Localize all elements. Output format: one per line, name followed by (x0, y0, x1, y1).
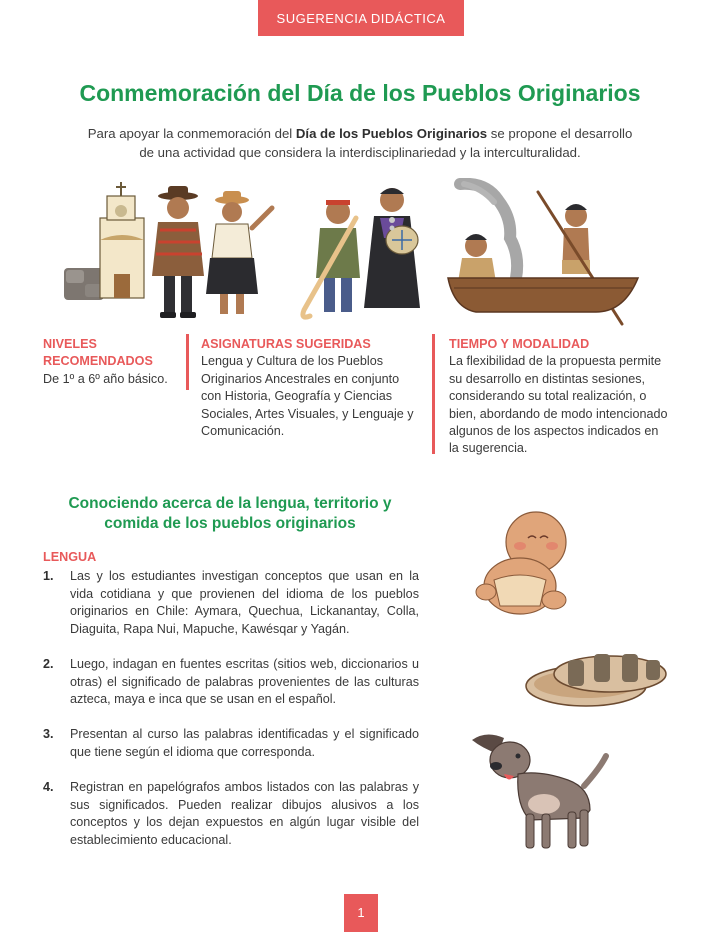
boy-with-trutruka (303, 200, 360, 317)
illustration-church-andean-couple (60, 178, 280, 328)
asignaturas-text: Lengua y Cultura de los Pueblos Originarios Ancestrales en conjunto con Historia, Geografía y Ciencias Sociales, Artes Visuales, y Lenguaje y Comunicación. (201, 354, 414, 439)
asignaturas-column (201, 336, 419, 440)
sandals-illustration (524, 638, 670, 712)
list-item-1 (43, 568, 419, 638)
intro-text-before: Para apoyar la conmemoración del (87, 126, 296, 141)
tiempo-heading: TIEMPO Y MODALIDAD (449, 337, 590, 351)
tiempo-text: La flexibilidad de la propuesta permite su desarrollo en distintas sesiones, considerando su total realización, o bien, abordando de modo intencionado algunos de los aspectos indicados en la sugerencia. (449, 354, 668, 456)
niveles-heading-line2: RECOMENDADOS (43, 354, 153, 369)
list-item-text: Luego, indagan en fuentes escritas (sitios web, diccionarios u otras) el significado de palabras provenientes de las culturas azteca, maya e inca que se usan en el español. (70, 657, 419, 707)
section-title-line1: Conociendo acerca de la lengua, territorio y (68, 495, 392, 512)
list-item-text: Presentan al curso las palabras identificadas y el significado que tiene según el idioma que corresponda. (70, 727, 419, 759)
page-number: 1 (344, 894, 378, 932)
canoe-icon (448, 278, 638, 312)
list-item-number: 4. (43, 780, 54, 794)
column-divider-2 (432, 334, 435, 454)
list-item-4 (43, 779, 419, 849)
illustration-canoe-scene (446, 178, 646, 328)
man-figure (152, 186, 204, 318)
woman-with-kultrun (364, 188, 420, 308)
baby-illustration (474, 508, 580, 620)
niveles-column (43, 336, 178, 388)
stone-wall (64, 268, 104, 300)
list-item-3 (43, 726, 419, 761)
list-item-number: 1. (43, 569, 54, 583)
column-divider-1 (186, 334, 189, 390)
section-tag: SUGERENCIA DIDÁCTICA (258, 0, 464, 36)
niveles-heading-line1: NIVELES (43, 337, 97, 351)
lengua-subheading: LENGUA (43, 550, 97, 564)
asignaturas-heading: ASIGNATURAS SUGERIDAS (201, 337, 371, 351)
niveles-text: De 1º a 6º año básico. (43, 371, 168, 386)
list-item-2 (43, 656, 419, 709)
page-title: Conmemoración del Día de los Pueblos Originarios (79, 80, 641, 106)
intro-bold-text: Día de los Pueblos Originarios (295, 126, 488, 141)
seated-child (458, 234, 496, 282)
illustration-mapuche-couple (296, 178, 436, 328)
list-item-number: 2. (43, 657, 54, 671)
woman-figure (206, 191, 272, 314)
intro-text-after: se propone el desarrollo de una actividad que considera la interdisciplinariedad y la interculturalidad. (139, 126, 633, 160)
intro-paragraph (80, 124, 640, 162)
church-icon (100, 182, 144, 298)
section-title (40, 494, 420, 534)
dog-illustration (464, 726, 614, 854)
section-title-line2: comida de los pueblos originarios (104, 515, 356, 532)
list-item-number: 3. (43, 727, 54, 741)
tiempo-column (449, 336, 669, 458)
list-item-text: Las y los estudiantes investigan conceptos que usan en la vida cotidiana y que provienen del idioma de los pueblos originarios en Chile: Aymara, Quechua, Lickanantay, Colla, Diaguita, Rapa Nui, Mapuche, Kawésqar y Yagán. (70, 569, 419, 636)
list-item-text: Registran en papelógrafos ambos listados con las palabras y sus significados. Pueden realizar dibujos alusivos a los conceptos y los dejan expuestos en algún lugar visible del establecimiento educacional. (70, 780, 419, 847)
